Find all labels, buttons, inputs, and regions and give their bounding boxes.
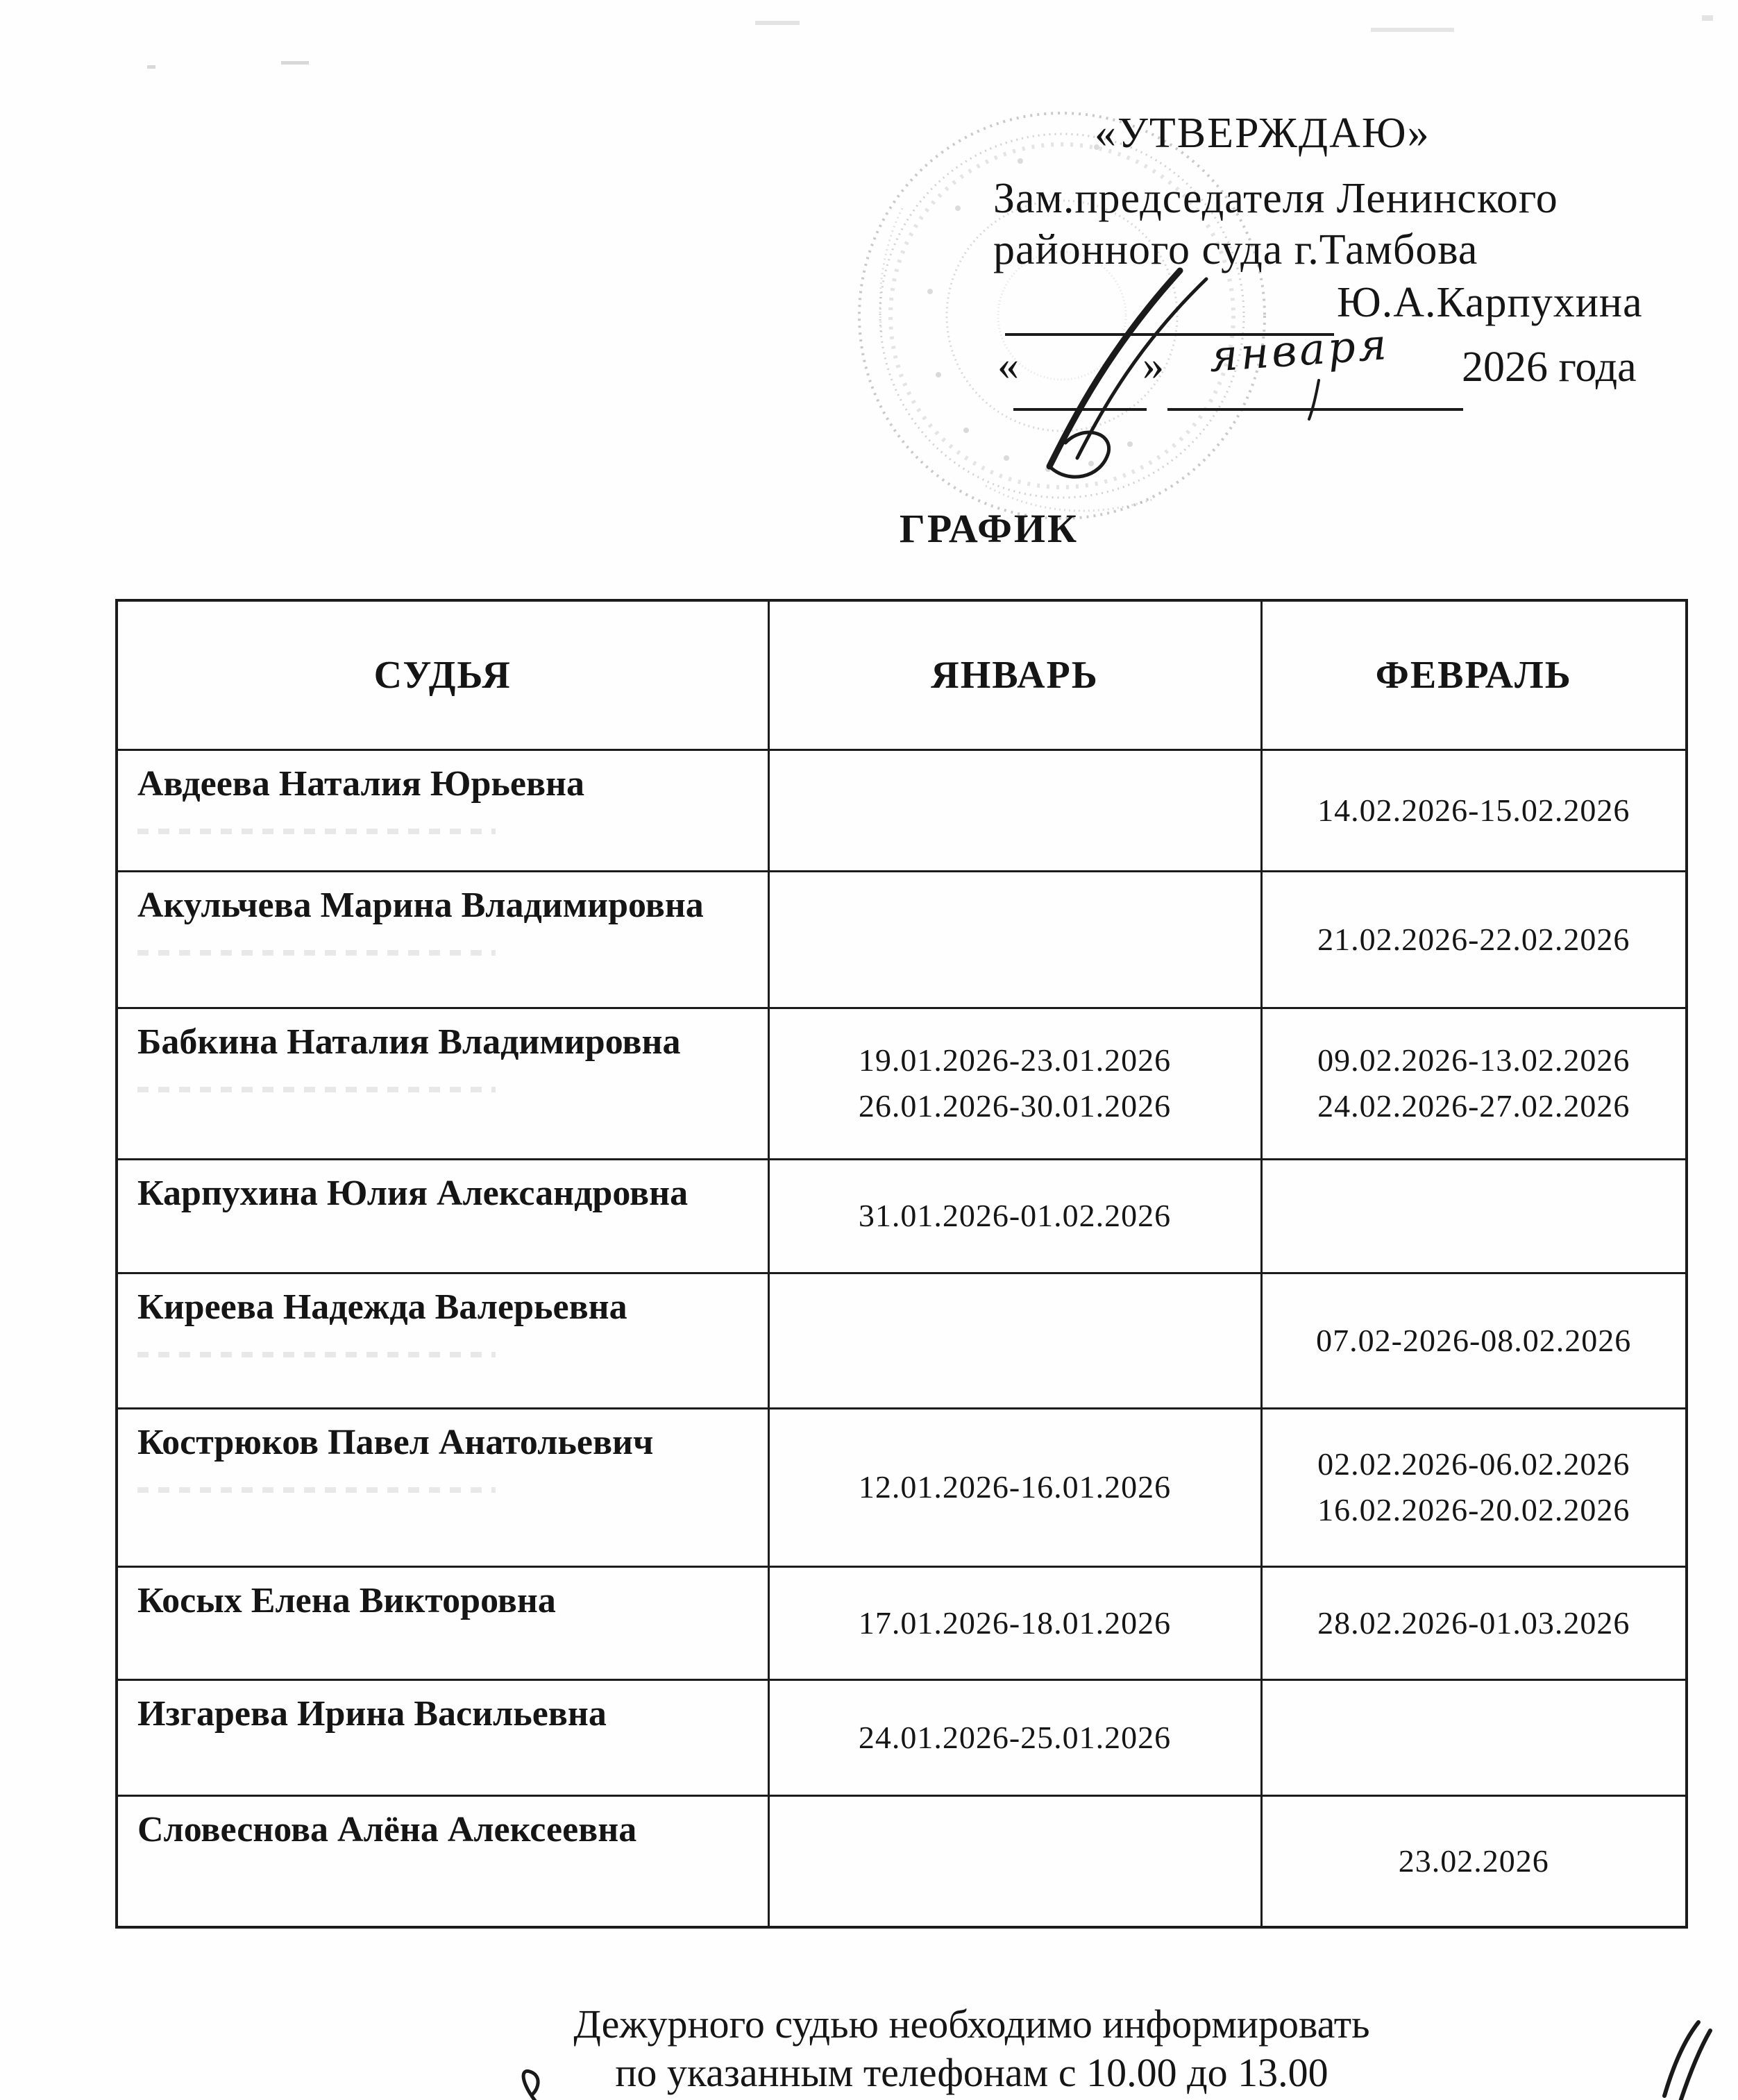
scan-ghost-line [137, 1487, 496, 1493]
column-header-judge: СУДЬЯ [117, 600, 768, 750]
duty-dates-february: 14.02.2026-15.02.2026 [1317, 792, 1630, 828]
year-label: 2026 года [1462, 344, 1637, 391]
judge-name: Косых Елена Викторовна [137, 1580, 556, 1620]
document-title: ГРАФИК [899, 506, 1079, 551]
open-quote: « [997, 342, 1019, 389]
scan-ghost-line [137, 829, 496, 834]
scan-speck [755, 21, 800, 25]
duty-dates-january: 31.01.2026-01.02.2026 [858, 1198, 1172, 1233]
judge-name: Кострюков Павел Анатольевич [137, 1422, 654, 1462]
judge-name: Изгарева Ирина Васильевна [137, 1693, 607, 1734]
table-row [117, 1679, 1687, 1795]
duty-dates-february: 07.02-2026-08.02.2026 [1316, 1322, 1632, 1358]
table-row [117, 750, 1687, 871]
handwritten-month: января [1207, 319, 1391, 382]
judge-name: Бабкина Наталия Владимировна [137, 1022, 681, 1062]
scan-speck [1702, 15, 1713, 21]
close-quote: » [1142, 342, 1164, 389]
judge-name: Карпухина Юлия Александровна [137, 1173, 689, 1213]
signer-name: Ю.А.Карпухина [1337, 279, 1643, 326]
duty-dates-january: 19.01.2026-23.01.2026 [858, 1042, 1172, 1078]
table-row: Бабкина Наталия Владимировна 19.01.2026-23.01.2026 26.01.2026-30.01.2026 09.02.2026-13.02.2026 24.02.2026-27.02.2026 [117, 1008, 1687, 1159]
judge-name: Словеснова Алёна Алексеевна [137, 1809, 637, 1849]
approval-heading: «УТВЕРЖДАЮ» [1095, 110, 1431, 157]
scan-speck [281, 61, 309, 65]
footer-line1: Дежурного судью необходимо информировать [573, 2001, 1370, 2047]
column-header-february: ФЕВРАЛЬ [1261, 600, 1687, 750]
judge-name: Киреева Надежда Валерьевна [137, 1287, 627, 1327]
scan-speck [1371, 28, 1454, 32]
duty-dates-february: 23.02.2026 [1398, 1843, 1549, 1879]
schedule-table [115, 599, 1688, 1929]
approval-position-line1: Зам.председателя Ленинского [993, 175, 1558, 222]
table-header-row [117, 600, 1687, 750]
scan-speck [147, 65, 155, 69]
table-row [117, 871, 1687, 1008]
day-blank-line [1013, 408, 1147, 411]
judge-name: Акульчева Марина Владимировна [137, 885, 704, 925]
scan-ghost-line [137, 950, 496, 956]
duty-dates-january: 12.01.2026-16.01.2026 [858, 1469, 1172, 1505]
duty-dates-february: 09.02.2026-13.02.2026 [1317, 1042, 1630, 1078]
table-row: Кострюков Павел Анатольевич 12.01.2026-16.01.2026 02.02.2026-06.02.2026 16.02.2026-20.02.2026 [117, 1408, 1687, 1566]
table-row [117, 1273, 1687, 1408]
table-row [117, 1795, 1687, 1927]
footer-line2: по указанным телефонам с 10.00 до 13.00 [615, 2050, 1328, 2095]
duty-dates-february: 21.02.2026-22.02.2026 [1317, 921, 1630, 957]
month-blank-line [1167, 408, 1463, 411]
footer-note [361, 2000, 1583, 2097]
duty-dates-january: 17.01.2026-18.01.2026 [858, 1604, 1172, 1641]
approval-position-line2: районного суда г.Тамбова [993, 226, 1478, 273]
judge-name: Авдеева Наталия Юрьевна [137, 763, 584, 804]
duty-dates-february: 28.02.2026-01.03.2026 [1317, 1604, 1630, 1641]
duty-dates-january: 24.01.2026-25.01.2026 [858, 1719, 1172, 1755]
scan-ghost-line [137, 1352, 496, 1357]
table-row [117, 1159, 1687, 1273]
duty-dates-february: 02.02.2026-06.02.2026 [1317, 1446, 1630, 1482]
table-row [117, 1566, 1687, 1679]
column-header-january: ЯНВАРЬ [768, 600, 1261, 750]
scan-ghost-line [137, 1087, 496, 1092]
